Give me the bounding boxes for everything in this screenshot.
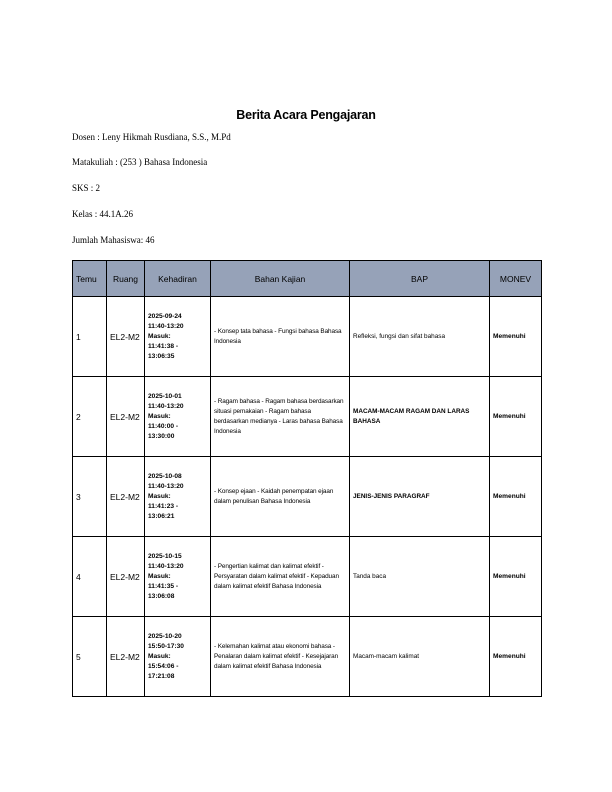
table-row: [73, 537, 542, 617]
cell-bahan-kajian: - Konsep tata bahasa - Fungsi bahasa Bahasa Indonesia: [211, 297, 350, 377]
cell-temu: 2: [73, 377, 107, 457]
cell-monev: Memenuhi: [490, 617, 542, 697]
cell-kehadiran: 2025-10-20 15:50-17:30 Masuk: 15:54:06 - 17:21:08: [145, 617, 211, 697]
cell-ruang: EL2-M2: [107, 537, 145, 617]
table-row: [73, 457, 542, 537]
header-bahan-kajian: Bahan Kajian: [211, 261, 350, 297]
document-title: Berita Acara Pengajaran: [236, 108, 376, 122]
cell-temu: 1: [73, 297, 107, 377]
header-monev: MONEV: [490, 261, 542, 297]
cell-ruang: EL2-M2: [107, 377, 145, 457]
student-count: Jumlah Mahasiswa: 46: [72, 235, 155, 245]
cell-bap: Refleksi, fungsi dan sifat bahasa: [350, 297, 490, 377]
cell-temu: 5: [73, 617, 107, 697]
cell-bahan-kajian: - Konsep ejaan - Kaidah penempatan ejaan dalam penulisan Bahasa Indonesia: [211, 457, 350, 537]
cell-temu: 3: [73, 457, 107, 537]
cell-kehadiran: 2025-09-24 11:40-13:20 Masuk: 11:41:38 - 13:06:35: [145, 297, 211, 377]
header-ruang: Ruang: [107, 261, 145, 297]
cell-kehadiran: 2025-10-08 11:40-13:20 Masuk: 11:41:23 - 13:06:21: [145, 457, 211, 537]
cell-bap: JENIS-JENIS PARAGRAF: [350, 457, 490, 537]
teaching-report-table: [72, 260, 542, 697]
cell-monev: Memenuhi: [490, 377, 542, 457]
header-kehadiran: Kehadiran: [145, 261, 211, 297]
cell-bahan-kajian: - Ragam bahasa - Ragam bahasa berdasarkan situasi pemakaian - Ragam bahasa berdasarkan medianya - Laras bahasa Bahasa Indonesia: [211, 377, 350, 457]
lecturer-name: Dosen : Leny Hikmah Rusdiana, S.S., M.Pd: [72, 132, 231, 142]
cell-bahan-kajian: - Pengertian kalimat dan kalimat efektif - Persyaratan dalam kalimat efektif - Kepaduan dalam kalimat efektif Bahasa Indonesia: [211, 537, 350, 617]
cell-temu: 4: [73, 537, 107, 617]
class-code: Kelas : 44.1A.26: [72, 209, 133, 219]
cell-bahan-kajian: - Kelemahan kalimat atau ekonomi bahasa - Penalaran dalam kalimat efektif - Kesejajaran dalam kalimat efektif Bahasa Indonesia: [211, 617, 350, 697]
table-row: [73, 377, 542, 457]
table-row: [73, 617, 542, 697]
cell-ruang: EL2-M2: [107, 297, 145, 377]
cell-monev: Memenuhi: [490, 457, 542, 537]
cell-kehadiran: 2025-10-01 11:40-13:20 Masuk: 11:40:00 - 13:30:00: [145, 377, 211, 457]
cell-monev: Memenuhi: [490, 537, 542, 617]
cell-bap: Macam-macam kalimat: [350, 617, 490, 697]
table-header-row: [73, 261, 542, 297]
credit-units: SKS : 2: [72, 183, 101, 193]
table-row: [73, 297, 542, 377]
cell-monev: Memenuhi: [490, 297, 542, 377]
cell-bap: Tanda baca: [350, 537, 490, 617]
cell-ruang: EL2-M2: [107, 617, 145, 697]
header-bap: BAP: [350, 261, 490, 297]
cell-kehadiran: 2025-10-15 11:40-13:20 Masuk: 11:41:35 - 13:06:08: [145, 537, 211, 617]
cell-ruang: EL2-M2: [107, 457, 145, 537]
cell-bap: MACAM-MACAM RAGAM DAN LARAS BAHASA: [350, 377, 490, 457]
course-name: Matakuliah : (253 ) Bahasa Indonesia: [72, 157, 208, 167]
header-temu: Temu: [73, 261, 107, 297]
